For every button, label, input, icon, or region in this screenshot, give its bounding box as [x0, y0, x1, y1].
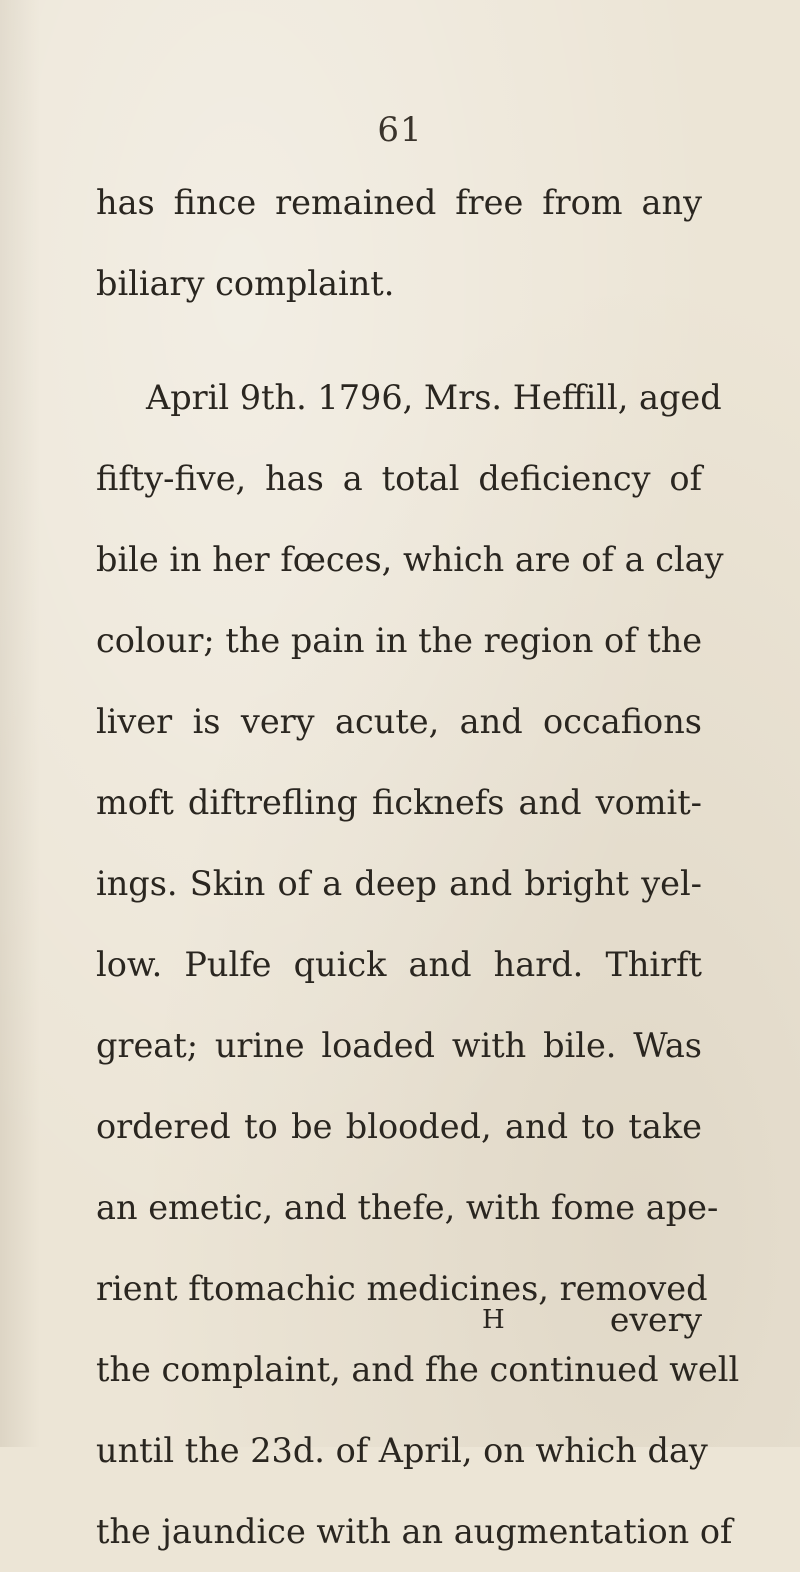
text-line: fifty-five, has a total deficiency of	[96, 459, 702, 498]
text-line: great; urine loaded with bile. Was	[96, 1026, 702, 1065]
text-line: the jaundice with an augmentation of	[96, 1512, 733, 1551]
text-line: ings. Skin of a deep and bright yel-	[96, 864, 702, 903]
text-line: liver is very acute, and occafions	[96, 702, 702, 741]
text-line: until the 23d. of April, on which day	[96, 1431, 708, 1470]
text-line: bile in her fœces, which are of a clay	[96, 540, 724, 579]
text-line: ordered to be blooded, and to take	[96, 1107, 702, 1146]
text-line: April 9th. 1796, Mrs. Heffill, aged	[146, 378, 722, 417]
text-line: an emetic, and thefe, with fome ape-	[96, 1188, 719, 1227]
text-line: rient ftomachic medicines, removed	[96, 1269, 708, 1308]
body-text	[96, 162, 740, 1572]
text-line: moft diftrefling ficknefs and vomit-	[96, 783, 702, 822]
text-line: low. Pulfe quick and hard. Thirft	[96, 945, 702, 984]
catchword: every	[609, 1300, 702, 1339]
text-line: the complaint, and fhe continued well	[96, 1350, 740, 1389]
paragraph-gap	[96, 324, 702, 357]
signature-mark: H	[482, 1305, 505, 1335]
text-line: colour; the pain in the region of the	[96, 621, 703, 660]
text-line: biliary complaint.	[96, 264, 395, 303]
catchline	[96, 1300, 702, 1340]
text-line: has fince remained free from any	[96, 183, 702, 222]
page-number: 61	[377, 110, 423, 150]
